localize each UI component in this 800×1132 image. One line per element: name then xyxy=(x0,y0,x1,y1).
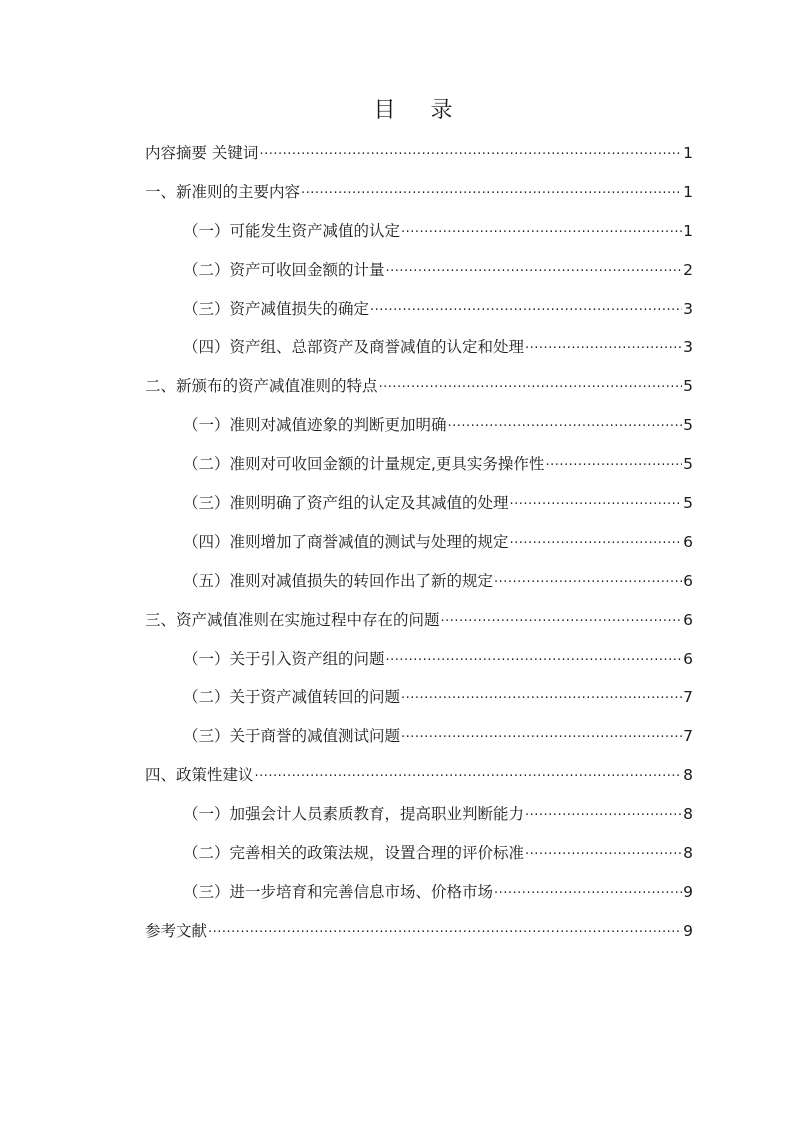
toc-entry[interactable] xyxy=(145,601,693,640)
toc-page-number: 1 xyxy=(683,144,693,162)
toc-page-number: 7 xyxy=(683,727,693,746)
toc-title: 目 录 xyxy=(373,98,467,123)
toc-entry[interactable] xyxy=(145,328,693,367)
toc-entry[interactable] xyxy=(145,212,693,251)
toc-page-number: 9 xyxy=(683,921,693,940)
toc-dot-leader xyxy=(401,680,682,719)
toc-entry-label: （四）资产组、总部资产及商誉减值的认定和处理 xyxy=(183,338,525,357)
toc-dot-leader xyxy=(379,369,683,408)
toc-dot-leader xyxy=(301,175,682,214)
toc-entry-label: 一、新准则的主要内容 xyxy=(145,182,301,201)
toc-entry[interactable] xyxy=(145,873,693,912)
toc-entry-label: （二）完善相关的政策法规，设置合理的评价标准 xyxy=(183,844,525,863)
toc-dot-leader xyxy=(525,330,682,369)
toc-entry-label: （三）进一步培育和完善信息市场、价格市场 xyxy=(183,882,494,901)
toc-dot-leader xyxy=(401,214,682,253)
toc-entry-label: 参考文献 xyxy=(145,921,208,940)
toc-entry[interactable] xyxy=(145,484,693,523)
toc-list xyxy=(145,134,693,951)
toc-dot-leader xyxy=(494,564,682,603)
toc-page-number: 5 xyxy=(683,416,693,435)
toc-entry-label: 二、新颁布的资产减值准则的特点 xyxy=(145,377,378,396)
toc-entry-label: （二）资产可收回金额的计量 xyxy=(183,260,385,279)
toc-page-number: 8 xyxy=(683,805,693,824)
toc-page-number: 6 xyxy=(683,649,693,668)
toc-page-number: 6 xyxy=(683,571,693,590)
toc-dot-leader xyxy=(525,797,682,836)
toc-entry[interactable] xyxy=(145,523,693,562)
toc-dot-leader xyxy=(441,603,683,642)
toc-page-number: 3 xyxy=(683,338,693,357)
toc-entry[interactable] xyxy=(145,717,693,756)
toc-entry-label: 三、资产减值准则在实施过程中存在的问题 xyxy=(145,610,440,629)
toc-page-number: 5 xyxy=(683,494,693,513)
toc-dot-leader xyxy=(370,292,682,331)
toc-entry[interactable] xyxy=(145,678,693,717)
toc-entry-label: （一）准则对减值迹象的判断更加明确 xyxy=(183,416,447,435)
toc-entry[interactable] xyxy=(145,367,693,406)
toc-dot-leader xyxy=(386,642,683,681)
toc-dot-leader xyxy=(448,408,683,447)
toc-entry-label: 内容摘要 关键词 xyxy=(145,144,259,162)
toc-entry[interactable] xyxy=(145,912,693,951)
toc-entry-label: （一）加强会计人员素质教育，提高职业判断能力 xyxy=(183,805,525,824)
toc-entry-label: （二）关于资产减值转回的问题 xyxy=(183,688,401,707)
toc-dot-leader xyxy=(208,914,682,953)
toc-dot-leader xyxy=(510,486,683,525)
toc-entry[interactable] xyxy=(145,251,693,290)
toc-entry-label: （五）准则对减值损失的转回作出了新的规定 xyxy=(183,571,494,590)
toc-page-number: 8 xyxy=(683,766,693,785)
toc-page-number: 3 xyxy=(683,299,693,318)
toc-entry-label: （四）准则增加了商誉减值的测试与处理的规定 xyxy=(183,532,509,551)
toc-page-number: 5 xyxy=(683,455,693,474)
toc-entry[interactable] xyxy=(145,834,693,873)
toc-entry-label: （二）准则对可收回金额的计量规定,更具实务操作性 xyxy=(183,455,545,474)
toc-page-number: 6 xyxy=(683,610,693,629)
toc-entry[interactable] xyxy=(145,290,693,329)
toc-dot-leader xyxy=(401,719,682,758)
toc-dot-leader xyxy=(259,136,682,175)
toc-dot-leader xyxy=(255,758,683,797)
toc-entry-label: （一）关于引入资产组的问题 xyxy=(183,649,385,668)
toc-page-number: 5 xyxy=(683,377,693,396)
toc-dot-leader xyxy=(386,253,683,292)
toc-entry[interactable] xyxy=(145,173,693,212)
toc-entry-label: （一）可能发生资产减值的认定 xyxy=(183,221,401,240)
toc-entry[interactable] xyxy=(145,445,693,484)
toc-entry[interactable] xyxy=(145,640,693,679)
toc-entry[interactable] xyxy=(145,756,693,795)
toc-dot-leader xyxy=(525,836,682,875)
toc-entry[interactable] xyxy=(145,134,693,173)
toc-entry-label: （三）准则明确了资产组的认定及其减值的处理 xyxy=(183,494,509,513)
toc-page-number: 1 xyxy=(683,221,693,240)
toc-page-number: 7 xyxy=(683,688,693,707)
toc-page-number: 1 xyxy=(683,182,693,201)
toc-dot-leader xyxy=(545,447,682,486)
toc-page-number: 6 xyxy=(683,532,693,551)
toc-entry-label: （三）关于商誉的减值测试问题 xyxy=(183,727,401,746)
toc-entry[interactable] xyxy=(145,562,693,601)
toc-dot-leader xyxy=(510,525,683,564)
toc-page-number: 2 xyxy=(683,260,693,279)
toc-dot-leader xyxy=(494,875,682,914)
toc-page-number: 9 xyxy=(683,882,693,901)
toc-entry[interactable] xyxy=(145,795,693,834)
toc-entry[interactable] xyxy=(145,406,693,445)
toc-entry-label: （三）资产减值损失的确定 xyxy=(183,299,370,318)
toc-page-number: 8 xyxy=(683,844,693,863)
toc-entry-label: 四、政策性建议 xyxy=(145,766,254,785)
